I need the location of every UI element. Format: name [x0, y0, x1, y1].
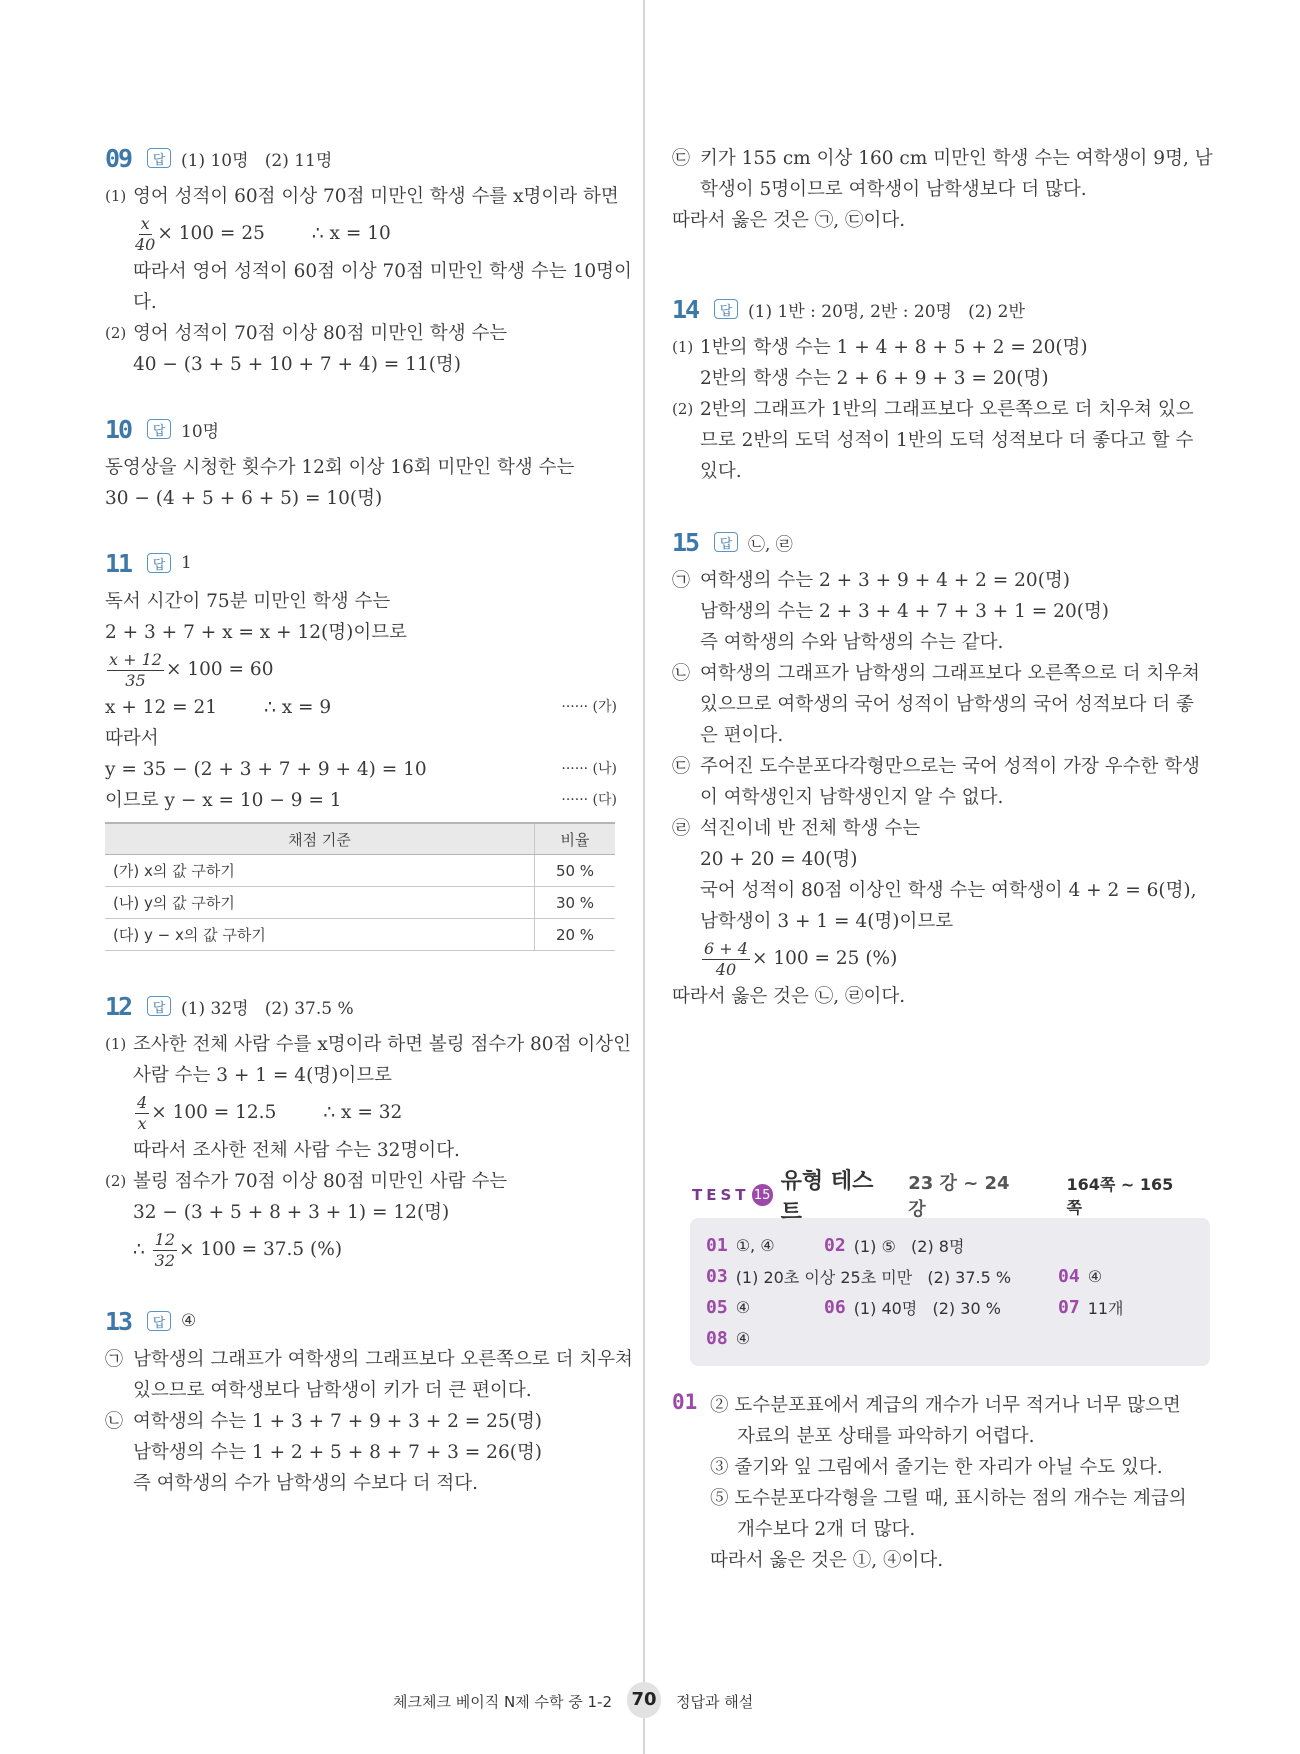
- solution-line: 동영상을 시청한 횟수가 12회 이상 16회 미만인 학생 수는: [105, 457, 575, 478]
- answer-badge: 답: [147, 1311, 171, 1331]
- answer-text: (1) 32명 (2) 37.5 %: [181, 998, 354, 1019]
- solution-line: 있다.: [700, 461, 742, 482]
- solution-line: (1) 1반의 학생 수는 1 + 4 + 8 + 5 + 2 = 20(명): [672, 337, 1088, 358]
- solution-line: 40 − (3 + 5 + 10 + 7 + 4) = 11(명): [133, 354, 462, 375]
- solution-line: ㉢ 주어진 도수분포다각형만으로는 국어 성적이 가장 우수한 학생: [672, 756, 1200, 777]
- solution-line: 국어 성적이 80점 이상인 학생 수는 여학생이 4 + 2 = 6(명),: [700, 880, 1197, 901]
- solution-line: $\frac{x}{40}$ × 100 = 25 ∴ x = 10: [135, 213, 391, 254]
- answer-row: [706, 1323, 1194, 1354]
- test-pages: 164쪽 ~ 165쪽: [1066, 1175, 1174, 1217]
- solution-line: 즉 여학생의 수와 남학생의 수는 같다.: [700, 632, 1004, 653]
- solution-line: ㉡ 여학생의 수는 1 + 3 + 7 + 9 + 3 + 2 = 25(명): [105, 1411, 543, 1432]
- test-label: TEST: [692, 1186, 750, 1204]
- answer-item: 02 (1) ⑤ (2) 8명: [824, 1235, 965, 1256]
- answer-item: 07 11개: [1058, 1297, 1124, 1318]
- answer-item: 08 ④: [706, 1328, 751, 1349]
- solution-line: ∴ $\frac{12}{32}$ × 100 = 37.5 (%): [133, 1229, 343, 1270]
- question-10: [105, 414, 617, 514]
- question-11: [105, 548, 617, 951]
- solution-line: 이 여학생인지 남학생인지 알 수 없다.: [700, 787, 1004, 808]
- solution-line: (1) 영어 성적이 60점 이상 70점 미만인 학생 수를 x명이라 하면: [105, 186, 619, 207]
- fraction: $\frac{x}{40}$: [135, 213, 156, 254]
- table-row: (가) x의 값 구하기 50 %: [105, 855, 615, 887]
- test-title: 유형 테스트: [780, 1169, 874, 1225]
- table-row: (다) y − x의 값 구하기 20 %: [105, 919, 615, 951]
- question-number: 13: [105, 1306, 132, 1336]
- solution-line: ㉣ 석진이네 반 전체 학생 수는: [672, 818, 921, 839]
- answer-text: ㉡, ㉣: [748, 534, 793, 555]
- question-number: 10: [105, 414, 132, 444]
- solution-line: 이므로 y − x = 10 − 9 = 1 ······ (다): [105, 785, 617, 816]
- solution-line: 32 − (3 + 5 + 8 + 3 + 1) = 12(명): [133, 1202, 450, 1223]
- solution-line: $\frac{6 + 4}{40}$ × 100 = 25 (%): [704, 938, 898, 979]
- solution-line: 있으므로 여학생의 국어 성적이 남학생의 국어 성적보다 더 좋: [700, 694, 1194, 715]
- question-13: [105, 1306, 633, 1499]
- solution-line: 따라서 조사한 전체 사람 수는 32명이다.: [133, 1140, 460, 1161]
- answer-badge: 답: [714, 532, 738, 552]
- step-tag: ······ (가): [561, 699, 617, 715]
- page-divider: [643, 0, 645, 1754]
- answer-text: 10명: [181, 421, 220, 442]
- answer-badge: 답: [147, 419, 171, 439]
- table-row: (나) y의 값 구하기 30 %: [105, 887, 615, 919]
- answer-text: ④: [181, 1311, 197, 1331]
- right-column: [672, 143, 1213, 1576]
- solution-line: ② 도수분포표에서 계급의 개수가 너무 적거나 너무 많으면: [710, 1395, 1181, 1416]
- solution-line: 있으므로 여학생보다 남학생이 키가 더 큰 편이다.: [133, 1380, 532, 1401]
- test-header: [672, 1169, 1184, 1225]
- page-footer: [0, 1682, 1300, 1718]
- solution-line: 자료의 분포 상태를 파악하기 어렵다.: [737, 1426, 1035, 1447]
- solution-line: 남학생의 수는 1 + 2 + 5 + 8 + 7 + 3 = 26(명): [133, 1442, 543, 1463]
- solution-line: 30 − (4 + 5 + 6 + 5) = 10(명): [105, 488, 383, 509]
- question-09: [105, 143, 632, 380]
- answer-row: [706, 1261, 1194, 1292]
- solution-line: 남학생이 3 + 1 = 4(명)이므로: [700, 911, 954, 932]
- question-number: 12: [105, 991, 132, 1021]
- test-range: 23 강 ~ 24 강: [908, 1173, 1010, 1220]
- solution-line: 남학생의 수는 2 + 3 + 4 + 7 + 3 + 1 = 20(명): [700, 601, 1110, 622]
- answer-item: 03 (1) 20초 이상 25초 미만 (2) 37.5 %: [706, 1266, 1012, 1287]
- answer-text: 1: [181, 553, 192, 573]
- step-tag: ······ (나): [561, 761, 617, 777]
- question-15: [672, 527, 1200, 1012]
- solution-line: 20 + 20 = 40(명): [700, 849, 858, 870]
- solution-line: ③ 줄기와 잎 그림에서 줄기는 한 자리가 아닐 수도 있다.: [710, 1457, 1163, 1478]
- test-answer-box: [690, 1218, 1210, 1366]
- test-number-badge: 15: [752, 1184, 773, 1206]
- question-number: 11: [105, 548, 132, 578]
- book-title: 체크체크 베이직 N제 수학 중 1-2: [393, 1693, 612, 1711]
- answer-badge: 답: [147, 148, 171, 168]
- solution-line: 즉 여학생의 수가 남학생의 수보다 더 적다.: [133, 1473, 478, 1494]
- question-13-continued: [672, 143, 1213, 236]
- answer-item: 01 ①, ④: [706, 1235, 775, 1256]
- question-14: [672, 294, 1194, 487]
- table-header: 비율: [535, 823, 616, 855]
- table-header: 채점 기준: [105, 823, 535, 855]
- question-number: 14: [672, 294, 699, 324]
- fraction: $\frac{x + 12}{35}$: [109, 649, 162, 690]
- solution-line: y = 35 − (2 + 3 + 7 + 9 + 4) = 10 ······ (나): [105, 754, 617, 785]
- section-name: 정답과 해설: [676, 1693, 754, 1711]
- answer-badge: 답: [147, 553, 171, 573]
- step-tag: ······ (다): [561, 792, 617, 808]
- solution-line: $\frac{x + 12}{35}$ × 100 = 60: [109, 649, 274, 690]
- solution-line: 따라서 옳은 것은 ㉠, ㉢이다.: [672, 210, 906, 231]
- question-number: 01: [672, 1390, 698, 1414]
- solution-line: 므로 2반의 도덕 성적이 1반의 도덕 성적보다 더 좋다고 할 수: [700, 430, 1194, 451]
- question-number: 09: [105, 143, 132, 173]
- answer-item: 04 ④: [1058, 1266, 1103, 1287]
- fraction: $\frac{12}{32}$: [154, 1229, 176, 1270]
- solution-line: 따라서 옳은 것은 ㉡, ㉣이다.: [672, 986, 906, 1007]
- solution-line: ㉠ 여학생의 수는 2 + 3 + 9 + 4 + 2 = 20(명): [672, 570, 1070, 591]
- solution-line: 다.: [133, 292, 157, 313]
- solution-line: 독서 시간이 75분 미만인 학생 수는: [105, 591, 391, 612]
- solution-line: 사람 수는 3 + 1 = 4(명)이므로: [133, 1065, 393, 1086]
- solution-line: (1) 조사한 전체 사람 수를 x명이라 하면 볼링 점수가 80점 이상인: [105, 1034, 631, 1055]
- question-12: [105, 991, 631, 1272]
- solution-line: 은 편이다.: [700, 725, 784, 746]
- solution-line: ㉢ 키가 155 cm 이상 160 cm 미만인 학생 수는 여학생이 9명, 남: [672, 148, 1213, 169]
- solution-line: x + 12 = 21 ∴ x = 9 ······ (가): [105, 692, 617, 723]
- solution-line: ㉡ 여학생의 그래프가 남학생의 그래프보다 오른쪽으로 더 치우쳐: [672, 663, 1200, 684]
- fraction: $\frac{6 + 4}{40}$: [704, 938, 748, 979]
- answer-badge: 답: [714, 299, 738, 319]
- answer-badge: 답: [147, 996, 171, 1016]
- solution-line: ㉠ 남학생의 그래프가 여학생의 그래프보다 오른쪽으로 더 치우쳐: [105, 1349, 633, 1370]
- solution-line: (2) 2반의 그래프가 1반의 그래프보다 오른쪽으로 더 치우쳐 있으: [672, 399, 1194, 420]
- solution-line: 따라서: [105, 728, 159, 749]
- answer-text: (1) 1반 : 20명, 2반 : 20명 (2) 2반: [748, 301, 1025, 322]
- solution-line: (2) 볼링 점수가 70점 이상 80점 미만인 사람 수는: [105, 1171, 508, 1192]
- scoring-table: [105, 822, 615, 951]
- test-question-01: [672, 1390, 1187, 1576]
- solution-line: ⑤ 도수분포다각형을 그릴 때, 표시하는 점의 개수는 계급의: [710, 1488, 1187, 1509]
- solution-line: 개수보다 2개 더 많다.: [737, 1519, 916, 1540]
- solution-line: 따라서 영어 성적이 60점 이상 70점 미만인 학생 수는 10명이: [133, 261, 632, 282]
- solution-line: 2반의 학생 수는 2 + 6 + 9 + 3 = 20(명): [700, 368, 1049, 389]
- solution-line: $\frac{4}{x}$ × 100 = 12.5 ∴ x = 32: [137, 1092, 403, 1133]
- answer-row: [706, 1230, 1194, 1261]
- answer-item: 06 (1) 40명 (2) 30 %: [824, 1297, 1001, 1318]
- question-number: 15: [672, 527, 699, 557]
- left-column: [105, 143, 633, 1499]
- solution-line: (2) 영어 성적이 70점 이상 80점 미만인 학생 수는: [105, 323, 508, 344]
- solution-line: 학생이 5명이므로 여학생이 남학생보다 더 많다.: [700, 179, 1087, 200]
- solution-line: 2 + 3 + 7 + x = x + 12(명)이므로: [105, 622, 407, 643]
- answer-row: [706, 1292, 1194, 1323]
- solution-line: 따라서 옳은 것은 ①, ④이다.: [710, 1550, 944, 1571]
- fraction: $\frac{4}{x}$: [137, 1092, 148, 1133]
- page-number: 70: [627, 1682, 661, 1718]
- answer-item: 05 ④: [706, 1297, 751, 1318]
- answer-text: (1) 10명 (2) 11명: [181, 150, 333, 171]
